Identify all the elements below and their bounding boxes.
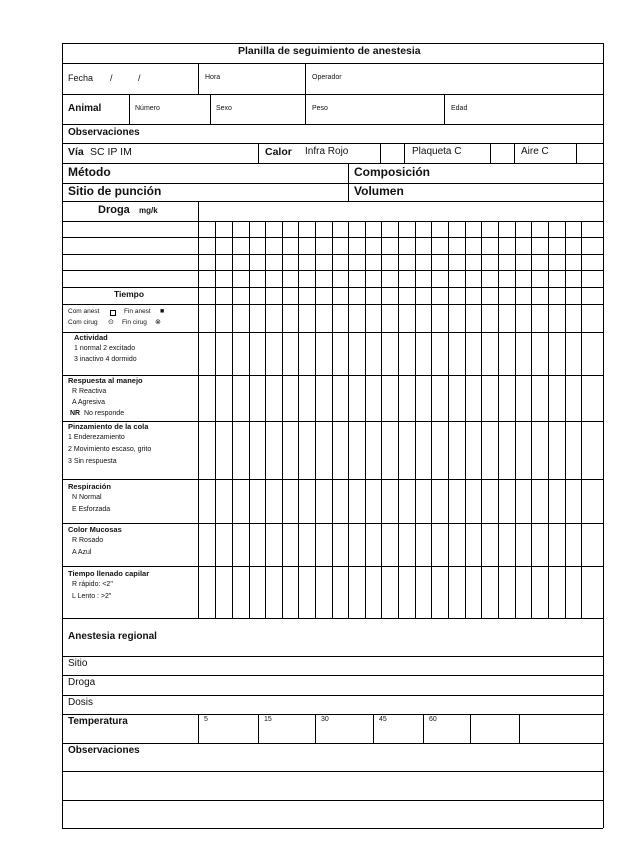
- grid-column-line: [215, 221, 216, 618]
- hora-label: Hora: [205, 74, 221, 81]
- grid-column-line: [481, 221, 482, 618]
- com-cirug-label: Com cirug: [68, 319, 98, 326]
- grid-column-line: [332, 221, 333, 618]
- temperatura-mark: 15: [264, 716, 272, 723]
- via-options: SC IP IM: [90, 146, 132, 158]
- grid-column-line: [565, 221, 566, 618]
- mucosas-line: A Azul: [72, 549, 92, 556]
- tiempo-label: Tiempo: [114, 289, 145, 299]
- com-anest-label: Com anest: [68, 308, 100, 315]
- sitio-puncion-label: Sitio de punción: [68, 184, 162, 198]
- calor-label: Calor: [265, 146, 292, 158]
- mucosas-title: Color Mucosas: [68, 525, 122, 534]
- sitio-label: Sitio: [68, 658, 88, 669]
- respiracion-title: Respiración: [68, 482, 111, 491]
- droga-unit: mg/k: [139, 206, 158, 215]
- via-label: Vía: [68, 146, 84, 158]
- respiracion-line: N Normal: [72, 494, 102, 501]
- volumen-label: Volumen: [354, 184, 404, 198]
- respuesta-nr-text: No responde: [84, 410, 125, 417]
- droga-regional-label: Droga: [68, 677, 96, 688]
- fin-cirug-label: Fin cirug: [122, 319, 147, 326]
- sexo-label: Sexo: [216, 105, 232, 112]
- grid-column-line: [548, 221, 549, 618]
- pinzamiento-line: 3 Sin respuesta: [68, 458, 117, 465]
- observaciones-label: Observaciones: [68, 127, 140, 138]
- grid-column-line: [298, 221, 299, 618]
- temperatura-mark: 30: [321, 716, 329, 723]
- llenado-line: L Lento : >2": [72, 593, 112, 600]
- droga-label: Droga: [98, 204, 130, 216]
- fecha-separator: /: [138, 73, 141, 83]
- respiracion-line: E Esforzada: [72, 506, 111, 513]
- grid-column-line: [515, 221, 516, 618]
- fecha-label: Fecha: [68, 73, 94, 83]
- respuesta-nr-code: NR: [70, 410, 81, 417]
- mucosas-line: R Rosado: [72, 537, 104, 544]
- grid-column-line: [498, 221, 499, 618]
- grid-column-line: [381, 221, 382, 618]
- square-icon: [110, 310, 116, 316]
- llenado-title: Tiempo llenado capilar: [68, 569, 150, 578]
- temperatura-mark: 45: [379, 716, 387, 723]
- fecha-separator: /: [110, 73, 113, 83]
- grid-column-line: [415, 221, 416, 618]
- temperatura-mark: 5: [204, 716, 208, 723]
- animal-label: Animal: [68, 103, 102, 114]
- actividad-line: 3 inactivo 4 dormido: [74, 356, 137, 363]
- temperatura-label: Temperatura: [68, 716, 128, 727]
- actividad-line: 1 normal 2 excitado: [74, 345, 136, 352]
- calor-option: Infra Rojo: [305, 146, 349, 157]
- pinzamiento-line: 2 Movimiento escaso, grito: [68, 446, 152, 453]
- composicion-label: Composición: [354, 165, 431, 179]
- numero-label: Número: [135, 105, 160, 112]
- dosis-label: Dosis: [68, 697, 94, 708]
- edad-label: Edad: [451, 105, 468, 112]
- circle-dot-icon: ⊙: [108, 319, 114, 326]
- grid-column-line: [232, 221, 233, 618]
- circle-x-icon: ⊗: [155, 319, 161, 326]
- grid-column-line: [265, 221, 266, 618]
- grid-column-line: [282, 221, 283, 618]
- respuesta-title: Respuesta al manejo: [68, 376, 143, 385]
- grid-column-line: [448, 221, 449, 618]
- observaciones-final-label: Observaciones: [68, 745, 140, 756]
- pinzamiento-line: 1 Enderezamiento: [68, 434, 125, 441]
- grid-column-line: [531, 221, 532, 618]
- page-title: Planilla de seguimiento de anestesia: [238, 45, 421, 57]
- actividad-title: Actividad: [74, 333, 108, 342]
- fin-anest-label: Fin anest: [124, 308, 151, 315]
- filled-square-icon: ■: [160, 308, 165, 315]
- metodo-label: Método: [68, 165, 111, 179]
- grid-column-line: [348, 221, 349, 618]
- operador-label: Operador: [312, 74, 342, 81]
- peso-label: Peso: [312, 105, 328, 112]
- grid-column-line: [398, 221, 399, 618]
- pinzamiento-title: Pinzamiento de la cola: [68, 422, 149, 431]
- grid-column-line: [315, 221, 316, 618]
- grid-column-line: [581, 221, 582, 618]
- plaqueta-label: Plaqueta C: [412, 146, 462, 157]
- respuesta-line: R Reactiva: [72, 388, 107, 395]
- grid-column-line: [365, 221, 366, 618]
- aire-label: Aire C: [521, 146, 549, 157]
- anestesia-regional-label: Anestesia regional: [68, 631, 157, 642]
- grid-column-line: [465, 221, 466, 618]
- temperatura-mark: 60: [429, 716, 437, 723]
- llenado-line: R rápido: <2": [72, 581, 113, 588]
- grid-column-line: [431, 221, 432, 618]
- respuesta-line: A Agresiva: [72, 399, 106, 406]
- grid-column-line: [249, 221, 250, 618]
